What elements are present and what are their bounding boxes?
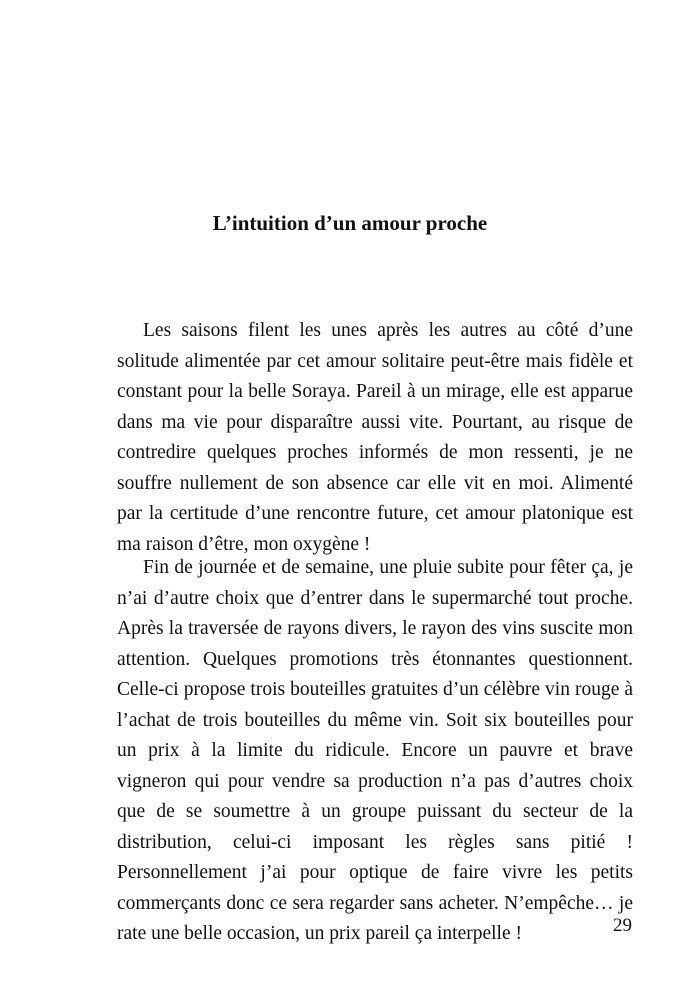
- page-number: 29: [613, 915, 632, 936]
- paragraph: Les saisons filent les unes après les autres au côté d’une solitude alimentée par cet amour solitaire peut-être mais fidèle et constant pour la belle Soraya. Pareil à un mirage, elle est apparue dans ma vie pour disparaître aussi vite. Pourtant, au risque de contredire quelques proches informés de mon ressenti, je ne souffre nullement de son absence car elle vit en moi. Alimenté par la certitude d’une rencontre future, cet amour platonique est ma raison d’être, mon oxygène !: [117, 320, 633, 555]
- chapter-title: L’intuition d’un amour proche: [212, 211, 488, 235]
- paragraph: Fin de journée et de semaine, une pluie subite pour fêter ça, je n’ai d’autre choix que d’entrer dans le supermarché tout proche. Après la traversée de rayons divers, le rayon des vins suscite mon attention. Quelques promotions très étonnantes questionnent. Celle-ci propose trois bouteilles gratuites d’un célèbre vin rouge à l’achat de trois bouteilles du même vin. Soit six bouteilles pour un prix à la limite du ridicule. Encore un pauvre et brave vigneron qui pour vendre sa production n’a pas d’autres choix que de se soumettre à un groupe puissant du secteur de la distribution, celui-ci imposant les règles sans pitié ! Personnellement j’ai pour optique de faire vivre les petits commerçants donc ce sera regarder sans acheter. N’empêche… je rate une belle occasion, un prix pareil ça interpelle !: [117, 557, 633, 944]
